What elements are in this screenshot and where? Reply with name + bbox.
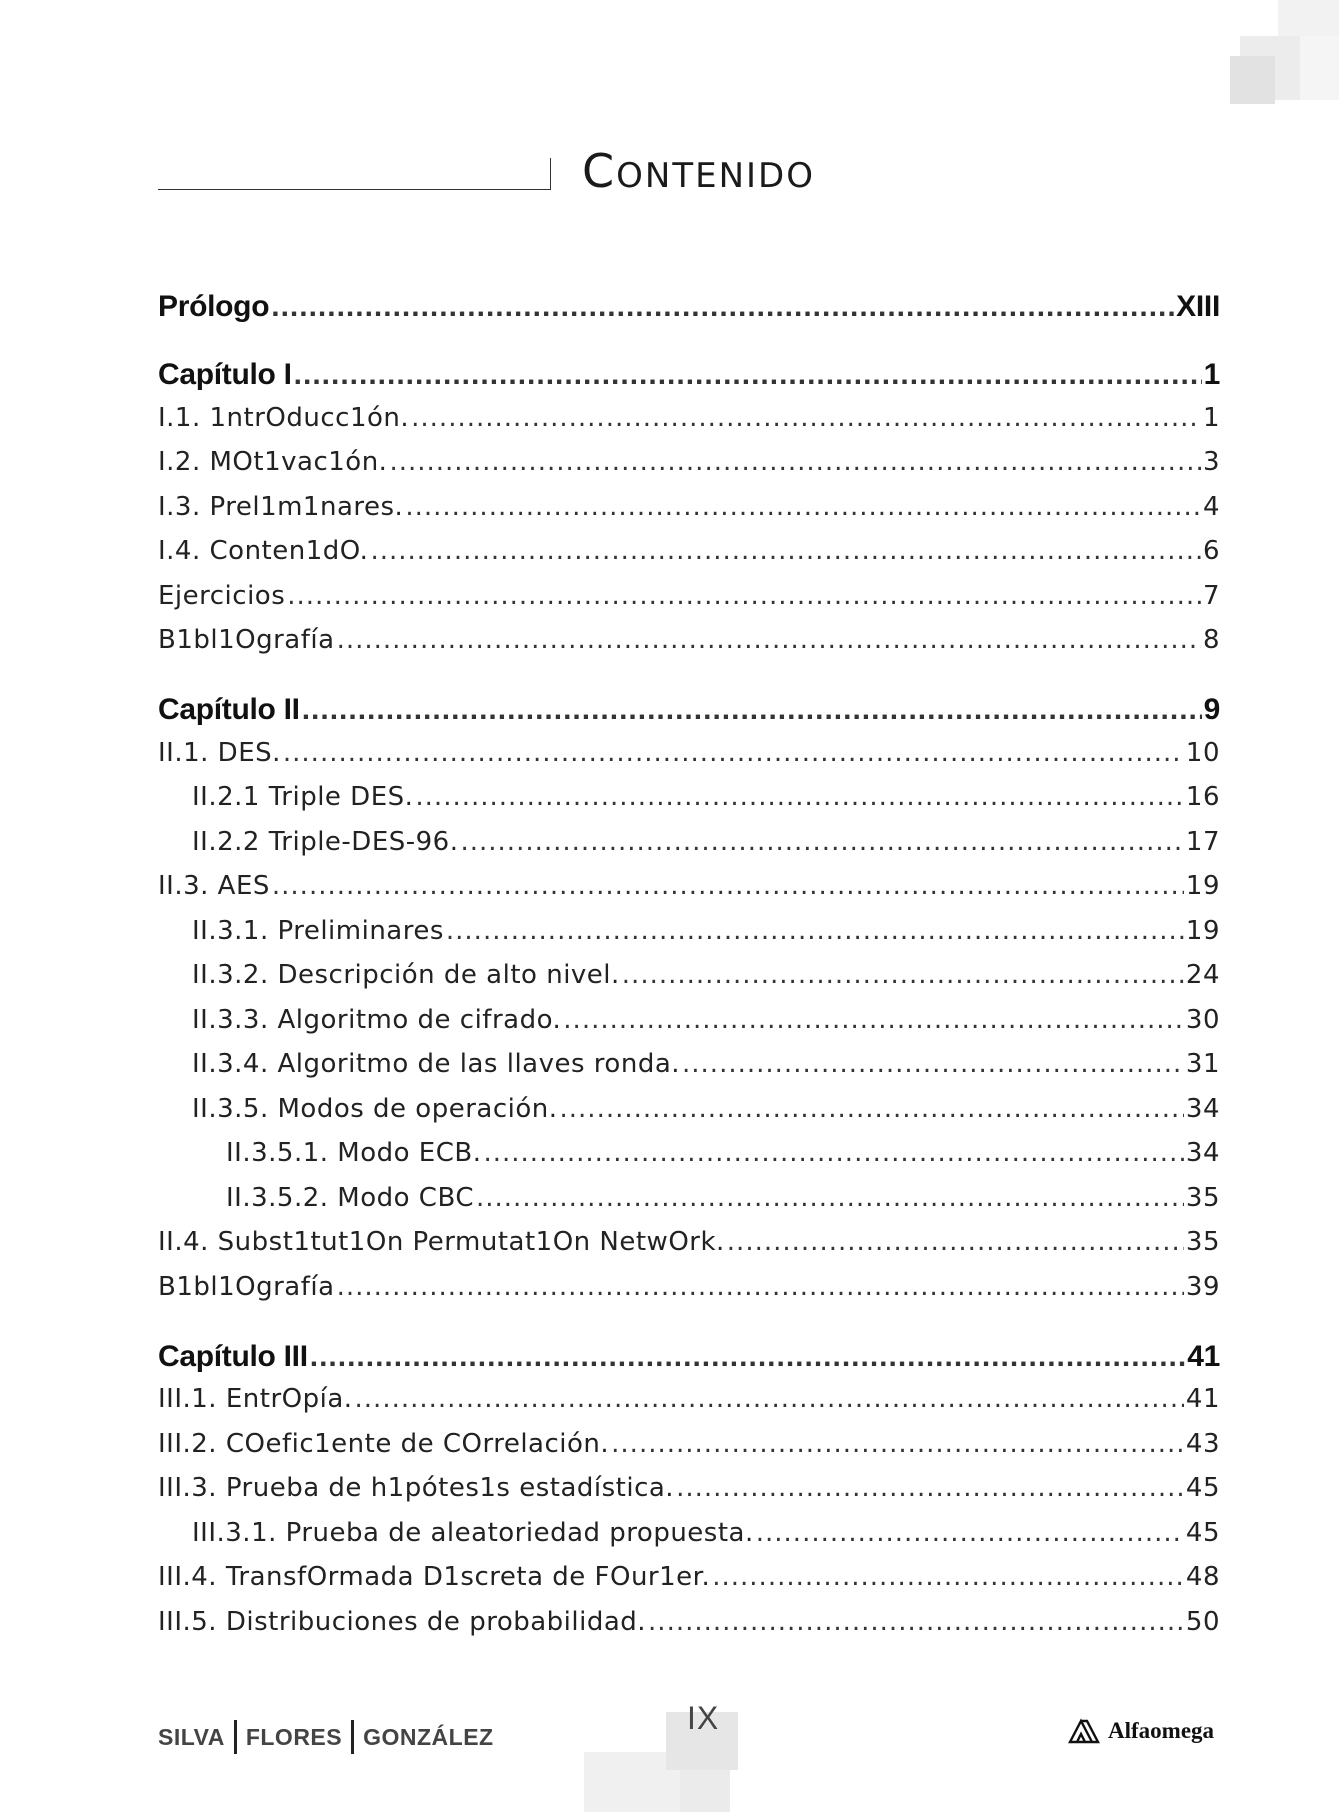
toc-entry-title: II.2.2 Triple-DES-96. <box>192 826 459 857</box>
toc-entry-page: 1 <box>1202 402 1220 433</box>
toc-leader-dots <box>287 581 1201 611</box>
toc-entry-title: Prólogo <box>158 290 270 323</box>
toc-entry[interactable] <box>158 625 1220 665</box>
toc-entry-page: 50 <box>1185 1606 1220 1637</box>
author-name: FLORES <box>245 1723 343 1750</box>
toc-entry-page: 3 <box>1202 447 1220 477</box>
toc-entry-title: II.3.3. Algoritmo de cifrado. <box>192 1004 562 1035</box>
decorative-square <box>680 1770 730 1812</box>
toc-entry[interactable] <box>158 536 1220 576</box>
toc-entry[interactable] <box>158 581 1220 621</box>
toc-entry-page: 45 <box>1185 1473 1220 1503</box>
toc-leader-dots <box>271 290 1174 324</box>
toc-leader-dots <box>337 1272 1184 1302</box>
toc-entry-title: III.5. Distribuciones de probabilidad. <box>158 1606 647 1637</box>
author-name: SILVA <box>158 1723 225 1750</box>
toc-entry[interactable] <box>158 447 1220 487</box>
page-title-rest: ONTENIDO <box>616 156 815 196</box>
toc-entry-page: 7 <box>1202 580 1220 611</box>
toc-entry[interactable] <box>158 1473 1220 1513</box>
title-rule <box>158 189 550 190</box>
toc-entry-page: 9 <box>1203 693 1220 726</box>
toc-entry-page: 34 <box>1185 1138 1220 1168</box>
toc-entry-title: II.3.2. Descripción de alto nivel. <box>192 960 620 990</box>
toc-entry[interactable] <box>158 960 1220 1000</box>
toc-entry-page: 41 <box>1185 1384 1220 1414</box>
toc-entry-page: 8 <box>1202 625 1220 655</box>
toc-entry-page: 48 <box>1185 1562 1220 1592</box>
toc-entry-page: 16 <box>1185 782 1220 812</box>
toc-leader-dots <box>682 1049 1184 1079</box>
publisher-logo <box>1068 1718 1214 1744</box>
toc-entry-title: Capítulo III <box>158 1339 308 1373</box>
toc-chapter-entry[interactable] <box>158 693 1220 733</box>
toc-entry[interactable] <box>158 1005 1220 1045</box>
page-title <box>582 144 815 198</box>
toc-entry[interactable] <box>158 916 1220 956</box>
toc-chapter-entry[interactable] <box>158 290 1220 330</box>
toc-entry-title: III.3.1. Prueba de aleatoriedad propuesta. <box>192 1517 754 1548</box>
toc-entry-title: II.3.5.1. Modo ECB. <box>226 1138 482 1168</box>
toc-entry-page: 41 <box>1187 1339 1220 1373</box>
toc-entry[interactable] <box>158 403 1220 443</box>
toc-entry-page: 19 <box>1185 871 1220 901</box>
toc-entry[interactable] <box>158 1183 1220 1223</box>
toc-entry-title: Capítulo II <box>158 693 300 726</box>
toc-entry-title: B1bl1Ografía <box>158 1271 335 1302</box>
toc-entry[interactable] <box>158 1429 1220 1469</box>
toc-entry-page: 35 <box>1185 1227 1220 1257</box>
toc-entry-page: 34 <box>1185 1093 1220 1124</box>
toc-entry-page: 1 <box>1203 358 1220 391</box>
toc-entry-title: II.3.5. Modos de operación. <box>192 1093 558 1124</box>
toc-leader-dots <box>712 1562 1184 1592</box>
toc-entry[interactable] <box>158 871 1220 911</box>
page-number: IX <box>687 1700 720 1736</box>
toc-entry[interactable] <box>158 782 1220 822</box>
toc-leader-dots <box>756 1518 1184 1548</box>
decorative-square <box>1230 56 1275 104</box>
toc-entry-title: III.1. EntrOpía. <box>158 1384 353 1414</box>
title-divider <box>550 158 551 190</box>
toc-leader-dots <box>405 492 1201 522</box>
toc-entry-title: III.4. TransfOrmada D1screta de FOur1er. <box>158 1562 711 1592</box>
toc-entry-page: XIII <box>1176 290 1220 323</box>
toc-entry-page: 31 <box>1185 1049 1220 1079</box>
toc-leader-dots <box>370 536 1201 566</box>
toc-entry-page: 19 <box>1185 915 1220 946</box>
toc-entry-title: Ejercicios <box>158 580 286 611</box>
toc-entry-page: 17 <box>1185 826 1220 857</box>
toc-leader-dots <box>560 1094 1184 1124</box>
toc-entry-page: 4 <box>1202 491 1220 522</box>
toc-leader-dots <box>294 358 1202 392</box>
toc-entry-title: II.3.5.2. Modo CBC <box>226 1182 474 1213</box>
toc-entry-title: I.2. MOt1vac1ón. <box>158 447 388 477</box>
toc-leader-dots <box>411 403 1201 433</box>
toc-entry-title: II.3.4. Algoritmo de las llaves ronda. <box>192 1049 681 1079</box>
toc-entry-title: I.3. Prel1m1nares. <box>158 491 404 522</box>
toc-entry[interactable] <box>158 1272 1220 1312</box>
decorative-square <box>1300 36 1339 100</box>
toc-entry[interactable] <box>158 1607 1220 1647</box>
toc-leader-dots <box>302 693 1202 727</box>
toc-entry-title: Capítulo I <box>158 358 292 391</box>
author-name: GONZÁLEZ <box>363 1723 494 1750</box>
toc-entry-page: 24 <box>1185 960 1220 990</box>
toc-entry[interactable] <box>158 1049 1220 1089</box>
toc-entry[interactable] <box>158 1227 1220 1267</box>
toc-entry-title: II.2.1 Triple DES. <box>192 782 414 812</box>
toc-entry[interactable] <box>158 1562 1220 1602</box>
toc-entry-title: I.1. 1ntrOducc1ón. <box>158 402 410 433</box>
toc-leader-dots <box>483 1138 1183 1168</box>
toc-entry[interactable] <box>158 1138 1220 1178</box>
toc-entry-page: 10 <box>1185 737 1220 768</box>
toc-entry-title: II.3. AES <box>158 871 270 901</box>
toc-entry-title: II.1. DES. <box>158 737 281 768</box>
toc-leader-dots <box>415 782 1184 812</box>
toc-chapter-entry[interactable] <box>158 1340 1220 1380</box>
toc-entry[interactable] <box>158 1384 1220 1424</box>
toc-leader-dots <box>272 871 1184 901</box>
toc-entry-page: 30 <box>1185 1004 1220 1035</box>
alfaomega-logo-icon <box>1068 1718 1102 1744</box>
toc-chapter-entry[interactable] <box>158 358 1220 398</box>
author-separator <box>234 1720 237 1754</box>
toc-entry-page: 43 <box>1185 1428 1220 1459</box>
page-title-initial: C <box>582 144 617 198</box>
toc-entry-page: 39 <box>1185 1271 1220 1302</box>
toc-leader-dots <box>389 447 1201 477</box>
toc-leader-dots <box>476 1183 1184 1213</box>
toc-entry-title: I.4. Conten1dO. <box>158 536 369 566</box>
author-separator <box>351 1720 354 1754</box>
toc-leader-dots <box>563 1005 1184 1035</box>
toc-entry-title: II.4. Subst1tut1On Permutat1On NetwOrk. <box>158 1227 725 1257</box>
toc-entry-title: III.2. COefic1ente de COrrelación. <box>158 1428 610 1459</box>
publisher-name: Alfaomega <box>1108 1718 1215 1743</box>
toc-leader-dots <box>446 916 1184 946</box>
toc-leader-dots <box>337 625 1201 655</box>
toc-entry[interactable] <box>158 1518 1220 1558</box>
footer-authors <box>158 1720 494 1754</box>
toc-leader-dots <box>283 738 1184 768</box>
toc-leader-dots <box>611 1429 1184 1459</box>
toc-leader-dots <box>676 1473 1184 1503</box>
toc-leader-dots <box>648 1607 1184 1637</box>
toc-entry[interactable] <box>158 827 1220 867</box>
toc-entry-title: III.3. Prueba de h1pótes1s estadística. <box>158 1473 675 1503</box>
toc-leader-dots <box>355 1384 1184 1414</box>
toc-entry-page: 6 <box>1202 536 1220 566</box>
toc-entry-page: 35 <box>1185 1182 1220 1213</box>
toc-leader-dots <box>310 1340 1185 1374</box>
toc-leader-dots <box>622 960 1184 990</box>
toc-entry[interactable] <box>158 1094 1220 1134</box>
toc-entry-page: 45 <box>1185 1517 1220 1548</box>
toc-entry[interactable] <box>158 492 1220 532</box>
decorative-square <box>1278 0 1339 36</box>
toc-leader-dots <box>727 1227 1184 1257</box>
toc-entry-title: B1bl1Ografía <box>158 625 335 655</box>
toc-leader-dots <box>460 827 1183 857</box>
toc-entry[interactable] <box>158 738 1220 778</box>
toc-entry-title: II.3.1. Preliminares <box>192 915 444 946</box>
